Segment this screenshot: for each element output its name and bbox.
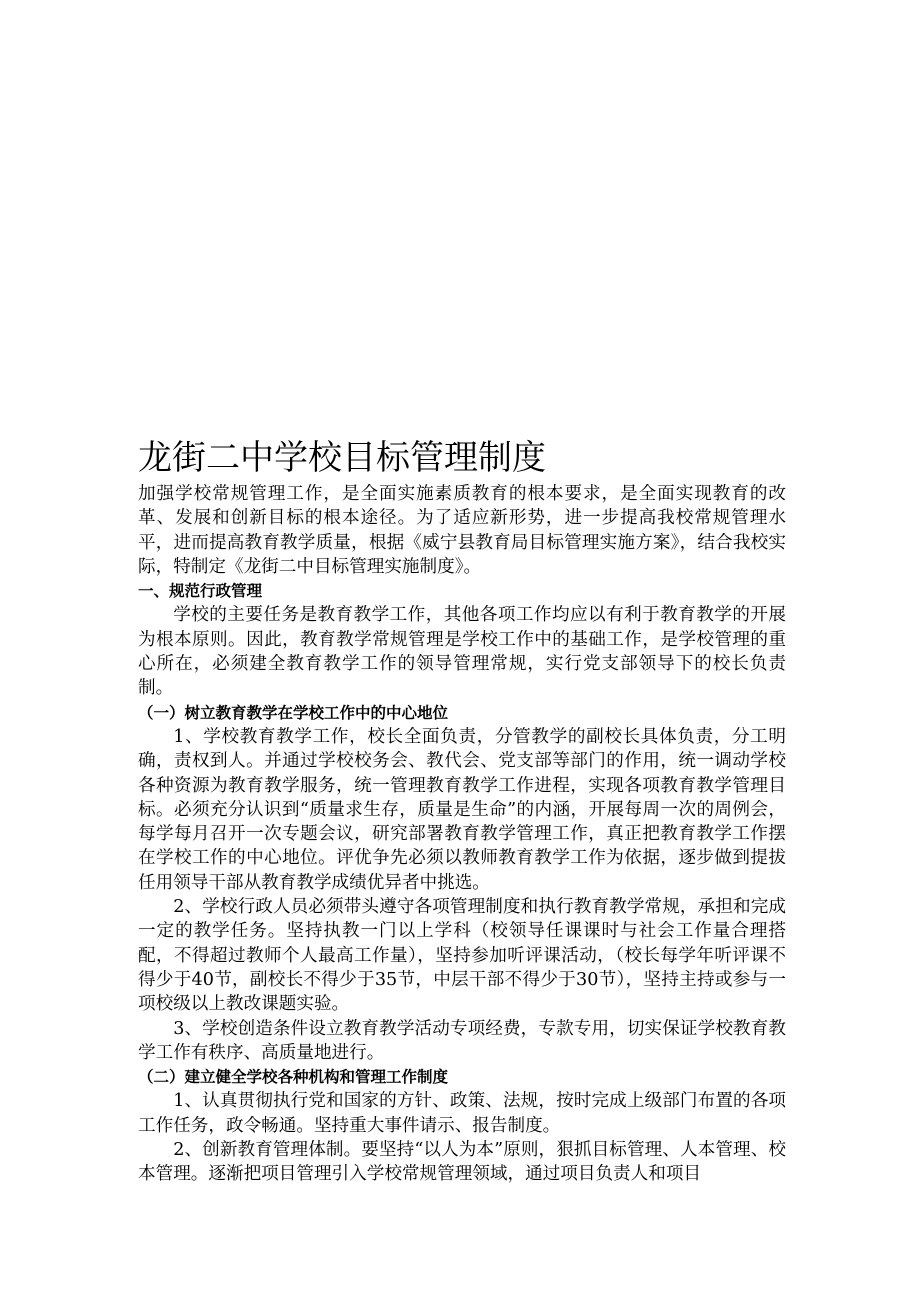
subsection-heading-institutions: （二）建立健全学校各种机构和管理工作制度 [138,1068,449,1087]
subsection-heading-central-status: （一）树立教育教学在学校工作中的中心地位 [138,703,449,722]
list-item-paragraph: 2、创新教育管理体制。要坚持“以人为本”原则，狠抓目标管理、人本管理、校本管理。逐渐把项目管理引入学校常规管理领域，通过项目负责人和项目 [138,1140,786,1185]
list-item-paragraph: 1、学校教育教学工作，校长全面负责，分管教学的副校长具体负责，分工明确，责权到人。并通过学校校务会、教代会、党支部等部门的作用，统一调动学校各种资源为教育教学服务，统一管理教育教学工作进程，实现各项教育教学管理目标。必须充分认识到“质量求生存，质量是生命”的内涵，开展每周一次的周例会，每学每月召开一次专题会议，研究部署教育教学管理工作，真正把教育教学工作摆在学校工作的中心地位。评优争先必须以教师教育教学工作为依据，逐步做到提拔任用领导干部从教育教学成绩优异者中挑选。 [138,726,786,893]
document-title: 龙街二中学校目标管理制度 [138,438,546,478]
section-heading-administration: 一、规范行政管理 [138,582,263,601]
section-paragraph-administration: 学校的主要任务是教育教学工作，其他各项工作均应以有利于教育教学的开展为根本原则。因此，教育教学常规管理是学校工作中的基础工作，是学校管理的重心所在，必须建全教育教学工作的领导管理常规，实行党支部领导下的校长负责制。 [138,605,786,699]
document-page [138,436,786,1187]
list-item-paragraph: 3、学校创造条件设立教育教学活动专项经费，专款专用，切实保证学校教育教学工作有秩序、高质量地进行。 [138,1018,786,1063]
list-item-paragraph: 1、认真贯彻执行党和国家的方针、政策、法规，按时完成上级部门布置的各项工作任务，政令畅通。坚持重大事件请示、报告制度。 [138,1091,786,1136]
list-item-paragraph: 2、学校行政人员必须带头遵守各项管理制度和执行教育教学常规，承担和完成一定的教学任务。坚持执教一门以上学科（校领导任课课时与社会工作量合理搭配，不得超过教师个人最高工作量），坚持参加听评课活动，（校长每学年听评课不得少于40节，副校长不得少于35节，中层干部不得少于30节），坚持主持或参与一项校级以上教改课题实验。 [138,897,786,1015]
intro-paragraph: 加强学校常规管理工作，是全面实施素质教育的根本要求，是全面实现教育的改革、发展和创新目标的根本途径。为了适应新形势，进一步提高我校常规管理水平，进而提高教育教学质量，根据《威宁县教育局目标管理实施方案》，结合我校实际，特制定《龙街二中目标管理实施制度》。 [138,484,786,577]
